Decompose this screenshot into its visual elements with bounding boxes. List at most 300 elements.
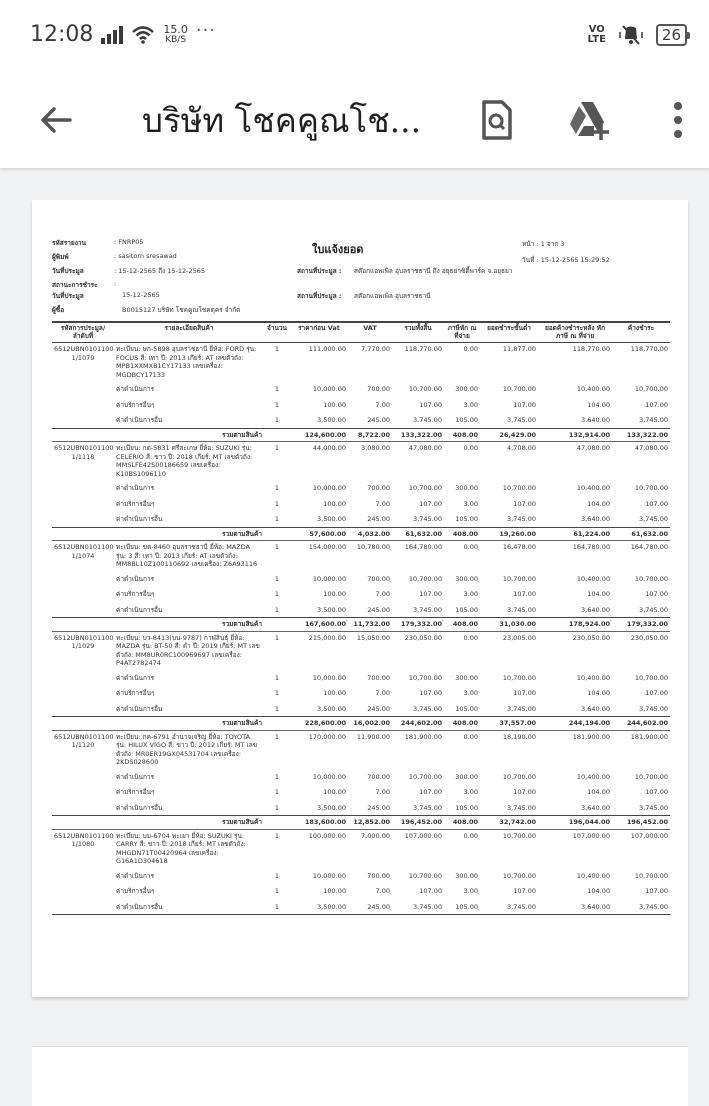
cell-wht: 3.00 [463,499,478,508]
pdf-page-2 [32,1046,688,1106]
table-row [52,730,670,769]
printer-label: ผู้พิมพ์ [52,253,69,261]
cell-total: 3,745.00 [413,704,442,713]
cell-total: 10,700.00 [408,484,442,492]
fee-description: ค่าดำเนินการ [116,574,155,583]
empty-cell [52,496,114,512]
fee-description: ค่าบริการอื่นๆ [116,499,155,508]
cell-total: 107.00 [419,590,442,598]
empty-cell [264,428,290,442]
cell-min: 107.00 [513,788,536,796]
empty-cell [52,784,114,800]
subtotal-due: 196,452.00 [612,816,670,830]
cell-after: 3,640.00 [581,416,610,424]
fee-description: ค่าดำเนินการอื่น [114,899,264,915]
fee-row [52,397,670,413]
qty: 1 [274,788,280,796]
cell-min: 10,700.00 [502,772,536,781]
auction-code: 6512UBN0101100 1/1118 [54,444,114,461]
auction-place2: สต๊อกแอพเพิล อุบลราชธานี [354,292,431,300]
subtotal-total: 196,452.00 [392,816,444,830]
subtotal-due: 61,632.00 [612,527,670,541]
cell-min: 3,745.00 [507,515,536,523]
cell-vat: 7,000.00 [361,831,390,840]
fee-description: ค่าบริการอื่นๆ [116,400,155,409]
qty: 1 [274,543,280,551]
fee-row [52,670,670,686]
subtotal-min: 31,030.00 [480,618,538,632]
empty-cell [52,381,114,397]
subtotal-price: 228,600.00 [290,717,348,731]
cell-total: 107.00 [419,887,442,895]
cell-price: 10,000.00 [312,871,346,880]
empty-cell [52,618,114,632]
cell-wht: 0.00 [463,831,478,840]
subtotal-row [52,618,670,632]
cell-due: 107.00 [645,590,668,598]
empty-cell [52,571,114,587]
cell-price: 3,500.00 [317,704,346,713]
subtotal-label: รวมตามสินค้า [114,618,264,632]
subtotal-price: 57,600.00 [290,527,348,541]
cell-after: 164,780.00 [572,543,610,551]
subtotal-total: 61,632.00 [392,527,444,541]
printer: : sasitorn sresawad [114,252,177,260]
document-search-icon[interactable] [474,98,518,142]
empty-cell [52,899,114,915]
qty: 1 [274,633,280,642]
subtotal-due: 179,332.00 [612,618,670,632]
cell-after: 104.00 [587,788,610,796]
cell-min: 107.00 [513,499,536,508]
cell-vat: 7.00 [375,590,390,598]
cell-price: 10,000.00 [312,385,346,393]
cell-vat: 7.00 [375,499,390,508]
fee-description: ค่าดำเนินการอื่น [116,515,163,523]
cell-price: 100,000.00 [308,831,346,840]
cell-price: 10,000.00 [312,574,346,583]
cell-due: 107.00 [645,788,668,796]
cell-due: 118,770.00 [630,345,668,353]
cell-due: 230,050.00 [630,633,668,642]
vehicle-description: ทะเบียน: บม-6704 พะเยา ยี่ห้อ: SUZUKI รุ่น: CARRY สี: ขาว ปี: 2018 เกียร์: MT เลขตัวถัง: MHGDN71T00420964 เลขเครื่อง: G16A1D304618 [116,831,246,865]
cell-wht: 3.00 [463,788,478,796]
cell-vat: 245.00 [367,416,390,424]
cell-vat: 10,780.00 [356,543,390,551]
subtotal-after: 196,044.00 [538,816,612,830]
auction-code: 6512UBN0101100 1/1074 [54,543,114,560]
cell-after: 104.00 [587,689,610,697]
cell-total: 107,000.00 [404,831,442,840]
col-wht: ภาษีหัก ณ ที่จ่าย [447,324,477,340]
cell-vat: 700.00 [367,385,390,393]
cell-min: 10,700.00 [502,385,536,393]
auction-code: 6512UBN0101100 1/1079 [54,345,114,362]
col-price: ราคาก่อน Vat [298,324,340,332]
fee-description: ค่าบริการอื่นๆ [116,689,155,697]
cell-total: 3,745.00 [413,605,442,614]
cell-total: 107.00 [419,400,442,409]
cell-due: 10,700.00 [634,385,668,393]
cell-min: 18,190.00 [502,732,536,741]
auction-place-range: สต๊อกแอพเพิล อุบลราชธานี ถึง อยุธยาซิตี้พาร์ค จ.อยุธยา [354,267,513,275]
subtotal-wht: 408.00 [444,428,480,442]
table-row [52,343,670,382]
cell-vat: 700.00 [367,484,390,492]
auction-date2: 15-12-2565 [122,291,160,299]
cell-total: 10,700.00 [408,673,442,682]
subtotal-vat: 4,032.00 [348,527,392,541]
qty: 1 [274,444,280,452]
subtotal-min: 26,429.00 [480,428,538,442]
cell-wht: 0.00 [463,633,478,642]
cell-wht: 105.00 [444,899,480,915]
statement-table [52,323,670,915]
fee-row [52,412,670,428]
cell-price: 3,500.00 [317,515,346,523]
cell-after: 10,400.00 [576,871,610,880]
clock: 12:08 [30,22,94,47]
cell-wht: 300.00 [455,574,478,583]
vehicle-description: ทะเบียน: บว-8413(บน-9787) กาฬสินธุ์ ยี่ห้อ: MAZDA รุ่น: BT-50 สี: ดำ ปี: 2019 เกียร์: MT เลขตัวถัง: MM8UR0RC100969697 เลขเครื่อง: P4AT2782474 [116,633,260,667]
fee-description: ค่าบริการอื่นๆ [116,887,155,895]
subtotal-row [52,717,670,731]
report-code: : FNRP05 [114,238,144,246]
empty-cell [264,618,290,632]
cell-price: 215,000.00 [308,633,346,642]
cell-price: 100.00 [323,499,346,508]
auction-date-range: : 15-12-2565 ถึง 15-12-2565 [114,267,206,275]
cell-after: 3,640.00 [581,803,610,812]
cell-price: 100.00 [323,590,346,598]
auction-place2-label: สถานที่ประมูล : [297,292,342,300]
cell-wht: 3.00 [463,887,478,895]
cell-total: 107.00 [419,788,442,796]
subtotal-price: 183,600.00 [290,816,348,830]
qty: 1 [274,484,280,492]
cell-after: 10,400.00 [576,673,610,682]
cell-due: 10,700.00 [634,574,668,583]
cell-wht: 0.00 [463,732,478,741]
status-bar [0,0,709,72]
cell-after: 10,400.00 [576,772,610,781]
print-date: วันที่ : 15-12-2565 15:29:52 [522,256,610,264]
fee-row [52,784,670,800]
empty-cell [264,816,290,830]
auction-code: 6512UBN0101100 1/1029 [54,633,114,650]
payment-status-label: สถานะการชำระ [52,281,98,289]
cell-after: 104.00 [587,590,610,598]
empty-cell [52,685,114,701]
col-min: ยอดชำระขั้นต่ำ [487,324,531,332]
subtotal-after: 178,924.00 [538,618,612,632]
cell-vat: 7.00 [375,887,390,895]
cell-due: 181,900.00 [630,732,668,741]
cell-price: 100.00 [323,689,346,697]
cell-price: 100.00 [323,788,346,796]
empty-cell [52,527,114,541]
cell-price: 100.00 [323,887,346,895]
fee-row [52,769,670,785]
cell-wht: 3.00 [463,689,478,697]
qty: 1 [274,605,280,614]
qty: 1 [274,574,280,583]
cell-price: 44,000.00 [312,444,346,452]
subtotal-after: 132,914.00 [538,428,612,442]
payment-status: : [114,280,117,288]
cell-wht: 300.00 [455,484,478,492]
cell-after: 3,640.00 [538,899,612,915]
cell-vat: 7.00 [375,788,390,796]
subtotal-vat: 8,722.00 [348,428,392,442]
auction-date-label: วันที่ประมูล [52,267,84,275]
auction-date2-label: วันที่ประมูล [52,292,84,300]
cell-total: 10,700.00 [408,772,442,781]
cell-min: 107.00 [513,689,536,697]
qty: 1 [274,831,280,840]
cell-after: 10,400.00 [576,385,610,393]
signal-icon [101,26,123,44]
empty-cell [52,868,114,884]
cell-total: 164,780.00 [404,543,442,551]
app-bar [0,72,709,168]
fee-description: ค่าดำเนินการ [116,385,155,393]
empty-cell [52,412,114,428]
vehicle-description: ทะเบียน: ขต-8460 อุบลราชธานี ยี่ห้อ: MAZDA รุ่น: 3 สี: เทา ปี: 2013 เกียร์: AT เลขตัวถัง: MM8BL10Z100110692 เลขเครื่อง: Z6A93116 [116,543,258,568]
cell-total: 181,900.00 [404,732,442,741]
qty: 1 [274,499,280,508]
vehicle-description: ทะเบียน: กต-5831 ศรีสะเกษ ยี่ห้อ: SUZUKI รุ่น: CELERIO สี: ขาว ปี: 2018 เกียร์: MT เลขตัวถัง: MMSLFE42S00186659 เลขเครื่อง: K10BS1096110 [116,444,253,478]
qty: 1 [264,899,290,915]
empty-cell [52,816,114,830]
subtotal-row [52,428,670,442]
cell-due: 10,700.00 [634,772,668,781]
cell-min: 3,745.00 [507,605,536,614]
cell-after: 47,080.00 [576,444,610,452]
cell-due: 107.00 [645,689,668,697]
cell-wht: 0.00 [463,345,478,353]
cell-vat: 7,770.00 [361,345,390,353]
cell-vat: 245.00 [367,515,390,523]
subtotal-vat: 11,732.00 [348,618,392,632]
qty: 1 [274,732,280,741]
empty-cell [52,397,114,413]
cell-after: 104.00 [587,499,610,508]
fee-description: ค่าดำเนินการอื่น [116,803,163,812]
subtotal-due: 244,602.00 [612,717,670,731]
cell-vat: 3,080.00 [361,444,390,452]
cell-price: 111,000.00 [308,345,346,353]
cell-wht: 300.00 [455,673,478,682]
fee-row [52,800,670,816]
cell-vat: 7.00 [375,400,390,409]
vehicle-description: ทะเบียน: ษก-5898 อุบลราชธานี ยี่ห้อ: FORD รุ่น: FOCUS สี: เทา ปี: 2013 เกียร์: AT เลขตัวถัง: MPB1XXMXB1CY17133 เลขเครื่อง: MGDBCY17133 [116,345,257,379]
fee-row [52,868,670,884]
fee-description: ค่าดำเนินการอื่น [116,605,163,614]
fee-row [52,883,670,899]
cell-price: 170,000.00 [308,732,346,741]
cell-price: 3,500.00 [317,605,346,614]
col-due: ค้างชำระ [627,324,655,332]
cell-after: 230,050.00 [572,633,610,642]
cell-total: 3,745.00 [413,803,442,812]
fee-row [52,496,670,512]
fee-description: ค่าบริการอื่นๆ [116,788,155,796]
subtotal-wht: 408.00 [444,816,480,830]
subtotal-due: 133,322.00 [612,428,670,442]
cell-price: 10,000.00 [312,484,346,492]
col-qty: จำนวน [267,324,287,332]
qty: 1 [274,689,280,697]
fee-description: ค่าดำเนินการ [116,484,155,492]
qty: 1 [274,590,280,598]
cell-due: 47,080.00 [634,444,668,452]
subtotal-wht: 408.00 [444,717,480,731]
cell-vat: 700.00 [367,871,390,880]
cell-after: 10,400.00 [576,574,610,583]
pdf-viewer[interactable] [0,168,709,1079]
empty-cell [52,428,114,442]
qty: 1 [274,871,280,880]
table-row [52,829,670,868]
qty: 1 [274,385,280,393]
subtotal-after: 61,224.00 [538,527,612,541]
subtotal-price: 124,600.00 [290,428,348,442]
subtotal-vat: 16,002.00 [348,717,392,731]
cell-wht: 0.00 [463,543,478,551]
cell-min: 4,708.00 [507,444,536,452]
qty: 1 [274,400,280,409]
fee-description: ค่าบริการอื่นๆ [116,590,155,598]
cell-min: 10,700.00 [502,574,536,583]
more-vertical-icon[interactable] [656,98,700,142]
cell-min: 16,478.00 [502,543,536,551]
empty-cell [52,480,114,496]
fee-description: ค่าดำเนินการอื่น [116,704,163,713]
cell-price: 10,000.00 [312,772,346,781]
cell-price: 3,500.00 [317,416,346,424]
cell-vat: 700.00 [367,772,390,781]
back-arrow-icon[interactable] [36,100,76,140]
empty-cell [52,511,114,527]
cell-vat: 15,050.00 [356,633,390,642]
col-vat: VAT [363,324,377,332]
cell-due: 3,745.00 [639,803,668,812]
fee-description: ค่าดำเนินการอื่น [116,416,163,424]
cell-min: 10,700.00 [502,831,536,840]
fee-row [52,480,670,496]
col-code: รหัสการประมูล/ ลำดับที่ [60,324,106,340]
cell-wht: 300.00 [455,871,478,880]
col-after: ยอดค้างชำระหลัง หักภาษี ณ ที่จ่าย [544,324,606,340]
cell-min: 107.00 [513,590,536,598]
qty: 1 [274,416,280,424]
cell-wht: 105.00 [455,605,478,614]
cell-min: 10,700.00 [502,484,536,492]
subtotal-label: รวมตามสินค้า [114,717,264,731]
table-header [52,323,670,343]
cell-vat: 245.00 [367,704,390,713]
cell-due: 3,745.00 [639,605,668,614]
cell-after: 3,640.00 [581,605,610,614]
cell-wht: 105.00 [455,704,478,713]
cell-wht: 105.00 [455,515,478,523]
cell-price: 3,500.00 [317,803,346,812]
table-row [52,541,670,571]
cell-after: 10,400.00 [576,484,610,492]
qty: 1 [274,345,280,353]
cell-vat: 700.00 [367,574,390,583]
cell-total: 10,700.00 [408,385,442,393]
cell-total: 47,080.00 [408,444,442,452]
cell-total: 10,700.00 [408,574,442,583]
subtotal-wht: 408.00 [444,527,480,541]
table-row [52,442,670,481]
empty-cell [52,717,114,731]
cell-vat: 11,900.00 [356,732,390,741]
report-title: ใบแจ้งยอด [312,243,364,256]
cell-vat: 245.00 [367,605,390,614]
subtotal-label: รวมตามสินค้า [114,428,264,442]
cell-total: 107.00 [419,499,442,508]
fee-row [52,602,670,618]
cell-after: 181,900.00 [572,732,610,741]
cell-wht: 3.00 [463,590,478,598]
cell-min: 107.00 [513,400,536,409]
drive-add-icon[interactable] [566,98,610,142]
qty: 1 [274,515,280,523]
subtotal-vat: 12,852.00 [348,816,392,830]
qty: 1 [274,803,280,812]
cell-total: 3,745.00 [392,899,444,915]
subtotal-min: 37,557.00 [480,717,538,731]
cell-after: 104.00 [587,400,610,409]
cell-wht: 105.00 [455,416,478,424]
cell-vat: 245.00 [348,899,392,915]
subtotal-min: 32,742.00 [480,816,538,830]
cell-price: 100.00 [323,400,346,409]
subtotal-total: 133,322.00 [392,428,444,442]
empty-cell [52,602,114,618]
cell-due: 10,700.00 [634,484,668,492]
table-row [52,631,670,670]
fee-description: ค่าดำเนินการ [116,871,155,880]
more-notifications-icon: ··· [195,20,217,41]
cell-min: 3,745.00 [507,803,536,812]
cell-vat: 700.00 [367,673,390,682]
subtotal-total: 179,332.00 [392,618,444,632]
vehicle-description: ทะเบียน: กค-6791 อำนาจเจริญ ยี่ห้อ: TOYOTA รุ่น: HILUX VIGO สี: ขาว ปี: 2012 เกียร์: MT เลขตัวถัง: MR0ER19GX04531704 เลขเครื่อง: 2KDS028600 [116,732,258,766]
subtotal-label: รวมตามสินค้า [114,816,264,830]
qty: 1 [274,772,280,781]
fee-row [52,586,670,602]
fee-row [52,701,670,717]
auction-code: 6512UBN0101100 1/1120 [54,732,114,749]
fee-row [52,899,670,915]
subtotal-row [52,527,670,541]
cell-min: 10,700.00 [502,673,536,682]
cell-total: 10,700.00 [408,871,442,880]
page-info: หน้า : 1 จาก 3 [522,240,565,248]
net-speed: 15.0 KB/S [163,22,188,45]
qty: 1 [274,704,280,713]
cell-total: 3,745.00 [413,515,442,523]
fee-row [52,685,670,701]
cell-due: 107.00 [645,400,668,409]
cell-min: 3,745.00 [480,899,538,915]
cell-min: 10,700.00 [502,871,536,880]
statement-document [52,238,670,915]
